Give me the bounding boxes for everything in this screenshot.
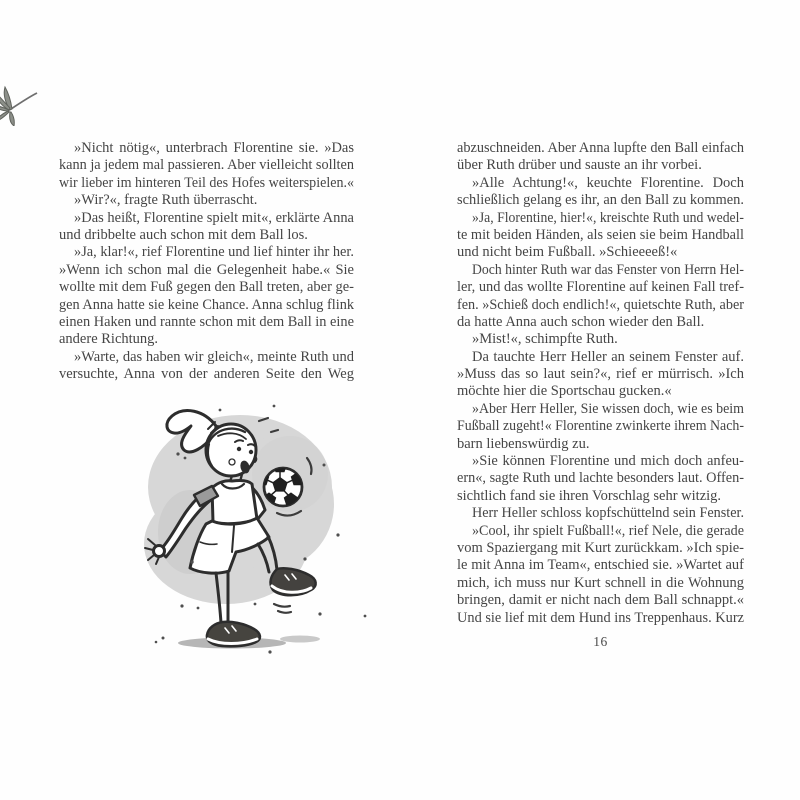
text-line: le mit Anna im Team«, entschied sie. »Wartet auf	[457, 557, 744, 574]
text-line: »Muss das so laut sein?«, rief er mürrisch. »Ich	[457, 366, 744, 383]
text-line: te mit beiden Händen, als seien sie beim Handball	[457, 226, 744, 243]
text-line: abzuschneiden. Aber Anna lupfte den Ball einfach	[457, 140, 744, 156]
text-line: sichtlich fand sie ihren Vorschlag sehr witzig.	[457, 487, 722, 504]
text-line: gen Anna hatte sie keine Chance. Anna schlug flink	[59, 296, 354, 313]
right-page-text	[457, 140, 744, 627]
text-line: über Ruth drüber und sauste an ihr vorbei.	[457, 157, 702, 174]
text-line: fen. »Schieß doch endlich!«, quietschte Ruth, aber	[457, 296, 744, 313]
text-line: mich, ich muss nur Kurt schnell in die Wohnung	[457, 574, 744, 591]
text-line: schließlich gelang es ihr, an den Ball zu kommen.	[457, 192, 744, 209]
text-line: wir lieber im hinteren Teil des Hofes weiterspielen.«	[59, 174, 354, 191]
text-line: »Nicht nötig«, unterbrach Florentine sie. »Das	[74, 140, 354, 156]
text-line: Da tauchte Herr Heller an seinem Fenster auf.	[472, 348, 744, 365]
text-line: versuchte, Anna von der anderen Seite den Weg	[59, 366, 354, 383]
text-line: und dribbelte auch schon mit dem Ball los.	[59, 226, 308, 243]
text-line: ern«, sagte Ruth und lachte besonders laut. Offen-	[457, 470, 744, 487]
text-line: »Cool, ihr spielt Fußball!«, rief Nele, die gerade	[472, 522, 744, 539]
text-line: »Mist!«, schimpfte Ruth.	[472, 331, 618, 348]
text-line: kann ja jedem mal passieren. Aber vielleicht sollten	[59, 157, 354, 174]
soccer-girl-illustration	[128, 392, 380, 655]
leaf-sprig-icon	[0, 84, 38, 126]
text-line: Herr Heller schloss kopfschüttelnd sein Fenster.	[472, 505, 744, 522]
text-line: »Wenn ich schon mal die Gelegenheit habe.« Sie	[59, 261, 354, 278]
text-line: »Sie können Florentine und mich doch anfeu-	[472, 453, 744, 470]
text-line: bringen, damit er nicht nach dem Ball schnappt.«	[457, 592, 744, 609]
left-page-text	[59, 140, 354, 383]
text-line: »Alle Achtung!«, keuchte Florentine. Doch	[472, 174, 744, 191]
text-line: Und sie lief mit dem Hund ins Treppenhaus. Kurz	[457, 609, 744, 626]
text-line: da hatte Anna auch schon wieder den Ball.	[457, 313, 705, 330]
text-line: »Das heißt, Florentine spielt mit«, erklärte Anna	[74, 209, 354, 226]
text-line: und nicht beim Fußball. »Schieeeeß!«	[457, 244, 678, 261]
text-line: »Aber Herr Heller, Sie wissen doch, wie es beim	[472, 400, 744, 417]
text-line: Doch hinter Ruth war das Fenster von Herrn Hel-	[472, 261, 744, 278]
text-line: wollte mit dem Fuß gegen den Ball treten, aber ge-	[59, 279, 354, 296]
text-line: Fußball zugeht!« Florentine zwinkerte ihrem Nach-	[457, 418, 744, 435]
text-line: vom Spaziergang mit Kurt zurückkam. »Ich spie-	[457, 539, 744, 556]
page-number: 16	[593, 634, 608, 649]
text-line: barn liebenswürdig zu.	[457, 435, 590, 452]
tank-top	[212, 480, 257, 523]
text-line: »Ja, klar!«, rief Florentine und lief hinter ihr her.	[74, 244, 354, 261]
text-line: ler, und das wollte Florentine auf keinen Fall tref-	[457, 279, 744, 296]
text-line: andere Richtung.	[59, 331, 159, 348]
text-line: »Warte, das haben wir gleich«, meinte Ruth und	[74, 348, 354, 365]
text-line: einen Haken und rannte schon mit dem Ball in eine	[59, 313, 354, 330]
text-line: »Wir?«, fragte Ruth überrascht.	[74, 192, 258, 209]
text-line: »Ja, Florentine, hier!«, kreischte Ruth und wedel-	[472, 209, 744, 226]
text-line: möchte hier die Sportschau gucken.«	[457, 383, 672, 400]
